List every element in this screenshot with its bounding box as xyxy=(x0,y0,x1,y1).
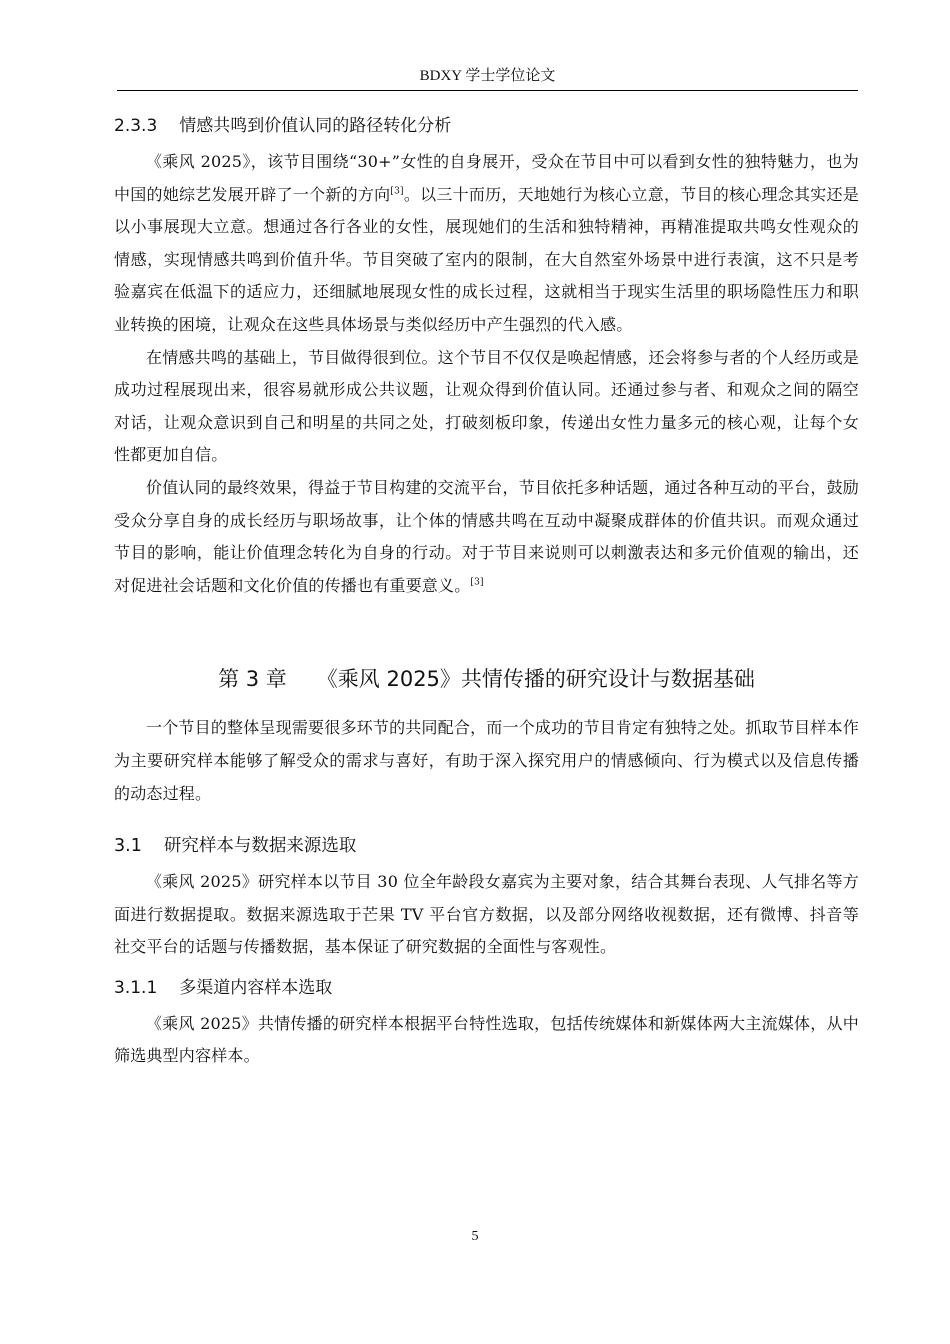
section-title: 多渠道内容样本选取 xyxy=(179,977,333,998)
section-title: 情感共鸣到价值认同的路径转化分析 xyxy=(179,116,452,136)
paragraph: 《乘风 2025》研究样本以节目 30 位全年龄段女嘉宾为主要对象，结合其舞台表现、人气排名等方面进行数据提取。数据来源选取于芒果 TV 平台官方数据，以及部分网络收视数据，还有微博、抖音等社交平台的话题与传播数据，基本保证了研究数据的全面性与客观性。 xyxy=(114,872,859,957)
document-body xyxy=(114,112,859,1073)
section-number: 3.1.1 xyxy=(114,977,158,998)
page-header xyxy=(117,64,858,91)
section-title: 研究样本与数据来源选取 xyxy=(163,836,357,857)
paragraph: 《乘风 2025》共情传播的研究样本根据平台特性选取，包括传统媒体和新媒体两大主流媒体，从中筛选典型内容样本。 xyxy=(114,1013,859,1066)
paragraph: 价值认同的最终效果，得益于节目构建的交流平台，节目依托多种话题，通过各种互动的平台，鼓励受众分享自身的成长经历与职场故事，让个体的情感共鸣在互动中凝聚成群体的价值共识。而观众通过节目的影响，能让价值理念转化为自身的行动。对于节目来说则可以刺激表达和多元价值观的输出，还对促进社会话题和文化价值的传播也有重要意义。[3] xyxy=(114,477,859,595)
chapter-number: 第 3 章 xyxy=(218,667,287,692)
paragraph: 《乘风 2025》，该节目围绕“30+”女性的自身展开，受众在节目中可以看到女性的独特魅力，也为中国的她综艺发展开辟了一个新的方向[3]。以三十而历，天地她行为核心立意，节目的核心理念其实还是以小事展现大立意。想通过各行各业的女性，展现她们的生活和独特精神，再精准提取共鸣女性观众的情感，实现情感共鸣到价值升华。节目突破了室内的限制，在大自然室外场景中进行表演，这不只是考验嘉宾在低温下的适应力，还细腻地展现女性的成长过程，这就相当于现实生活里的职场隐性压力和职业转换的困境，让观众在这些具体场景与类似经历中产生强烈的代入感。 xyxy=(114,152,859,334)
section-number: 3.1 xyxy=(114,836,142,857)
citation-ref: [3] xyxy=(470,577,484,588)
page-number: 5 xyxy=(471,1229,479,1244)
paragraph: 在情感共鸣的基础上，节目做得很到位。这个节目不仅仅是唤起情感，还会将参与者的个人经历或是成功过程展现出来，很容易就形成公共议题，让观众得到价值认同。还通过参与者、和观众之间的隔空对话，让观众意识到自己和明星的共同之处，打破刻板印象，传递出女性力量多元的核心观，让每个女性都更加自信。 xyxy=(114,347,859,465)
section-heading-3-1 xyxy=(114,832,859,860)
chapter-title: 《乘风 2025》共情传播的研究设计与数据基础 xyxy=(316,667,755,692)
section-heading-3-1-1 xyxy=(114,974,859,1002)
section-heading-2-3-3 xyxy=(114,112,859,140)
chapter-heading xyxy=(114,662,859,696)
header-title: BDXY 学士学位论文 xyxy=(419,68,556,84)
paragraph: 一个节目的整体呈现需要很多环节的共同配合，而一个成功的节目肯定有独特之处。抓取节目样本作为主要研究样本能够了解受众的需求与喜好，有助于深入探究用户的情感倾向、行为模式以及信息传播的动态过程。 xyxy=(114,718,859,803)
section-number: 2.3.3 xyxy=(114,116,158,136)
citation-ref: [3] xyxy=(390,186,404,197)
